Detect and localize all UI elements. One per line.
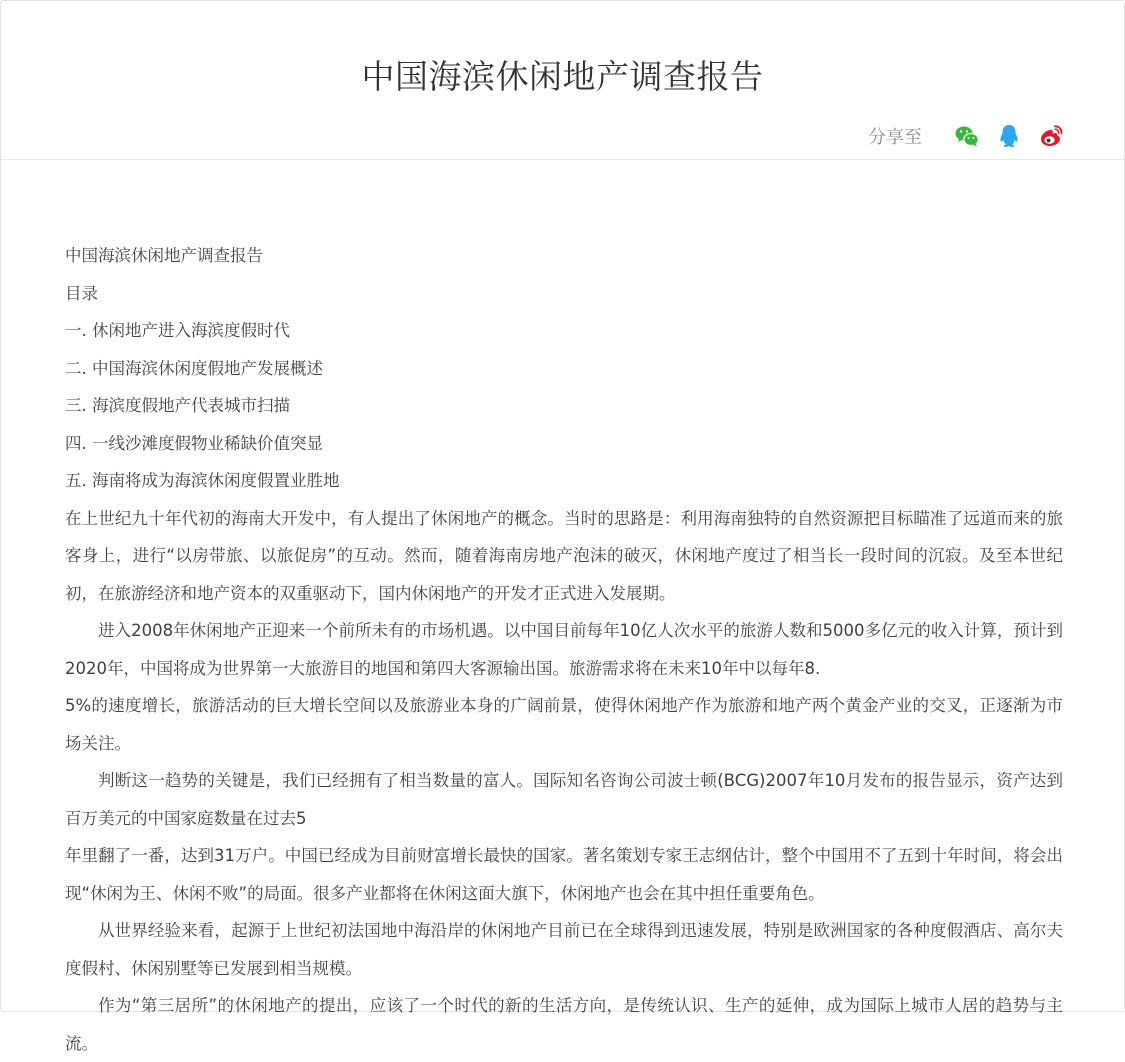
wechat-icon[interactable] — [954, 123, 980, 149]
weibo-icon[interactable] — [1038, 123, 1064, 149]
paragraph: 5%的速度增长，旅游活动的巨大增长空间以及旅游业本身的广阔前景，使得休闲地产作为旅游和地产两个黄金产业的交叉，正逐渐为市场关注。 — [65, 696, 1063, 753]
toc-item: 二. 中国海滨休闲度假地产发展概述 — [65, 358, 323, 378]
qq-icon[interactable] — [996, 123, 1022, 149]
paragraph: 在上世纪九十年代初的海南大开发中，有人提出了休闲地产的概念。当时的思路是：利用海南独特的自然资源把目标瞄准了远道而来的旅客身上，进行“以房带旅、以旅促房”的互动。然而，随着海南房地产泡沫的破灭，休闲地产度过了相当长一段时间的沉寂。及至本世纪初，在旅游经济和地产资本的双重驱动下，国内休闲地产的开发才正式进入发展期。 — [65, 508, 1063, 603]
toc-heading: 中国海滨休闲地产调查报告 — [65, 246, 263, 265]
page-title: 中国海滨休闲地产调查报告 — [361, 57, 764, 96]
toc-item: 三. 海滨度假地产代表城市扫描 — [65, 396, 290, 415]
toc-item: 四. 一线沙滩度假物业稀缺价值突显 — [65, 433, 323, 453]
paragraph: 进入2008年休闲地产正迎来一个前所未有的市场机遇。以中国目前每年10亿人次水平的旅游人数和5000多亿元的收入计算，预计到2020年，中国将成为世界第一大旅游目的地国和第四大客源输出国。旅游需求将在未来10年中以每年8. — [65, 621, 1063, 678]
share-bar — [868, 121, 1064, 151]
article-body — [65, 237, 1063, 1062]
paragraph: 作为“第三居所”的休闲地产的提出，应该了一个时代的新的生活方向，是传统认识、生产的延伸，成为国际上城市人居的趋势与主流。 — [65, 996, 1063, 1053]
paragraph: 年里翻了一番，达到31万户。中国已经成为目前财富增长最快的国家。著名策划专家王志纲估计，整个中国用不了五到十年时间，将会出现“休闲为王、休闲不败”的局面。很多产业都将在休闲这面大旗下，休闲地产也会在其中担任重要角色。 — [65, 846, 1063, 903]
paragraph: 判断这一趋势的关键是，我们已经拥有了相当数量的富人。国际知名咨询公司波士顿(BCG)2007年10月发布的报告显示，资产达到百万美元的中国家庭数量在过去5 — [65, 771, 1063, 828]
toc-item: 五. 海南将成为海滨休闲度假置业胜地 — [65, 471, 340, 490]
toc-label: 目录 — [65, 283, 98, 303]
share-label: 分享至 — [868, 127, 922, 148]
article-header — [1, 1, 1124, 160]
paragraph: 从世界经验来看，起源于上世纪初法国地中海沿岸的休闲地产目前已在全球得到迅速发展，特别是欧洲国家的各种度假酒店、高尔夫度假村、休闲别墅等已发展到相当规模。 — [65, 921, 1063, 978]
toc-item: 一. 休闲地产进入海滨度假时代 — [65, 321, 290, 340]
